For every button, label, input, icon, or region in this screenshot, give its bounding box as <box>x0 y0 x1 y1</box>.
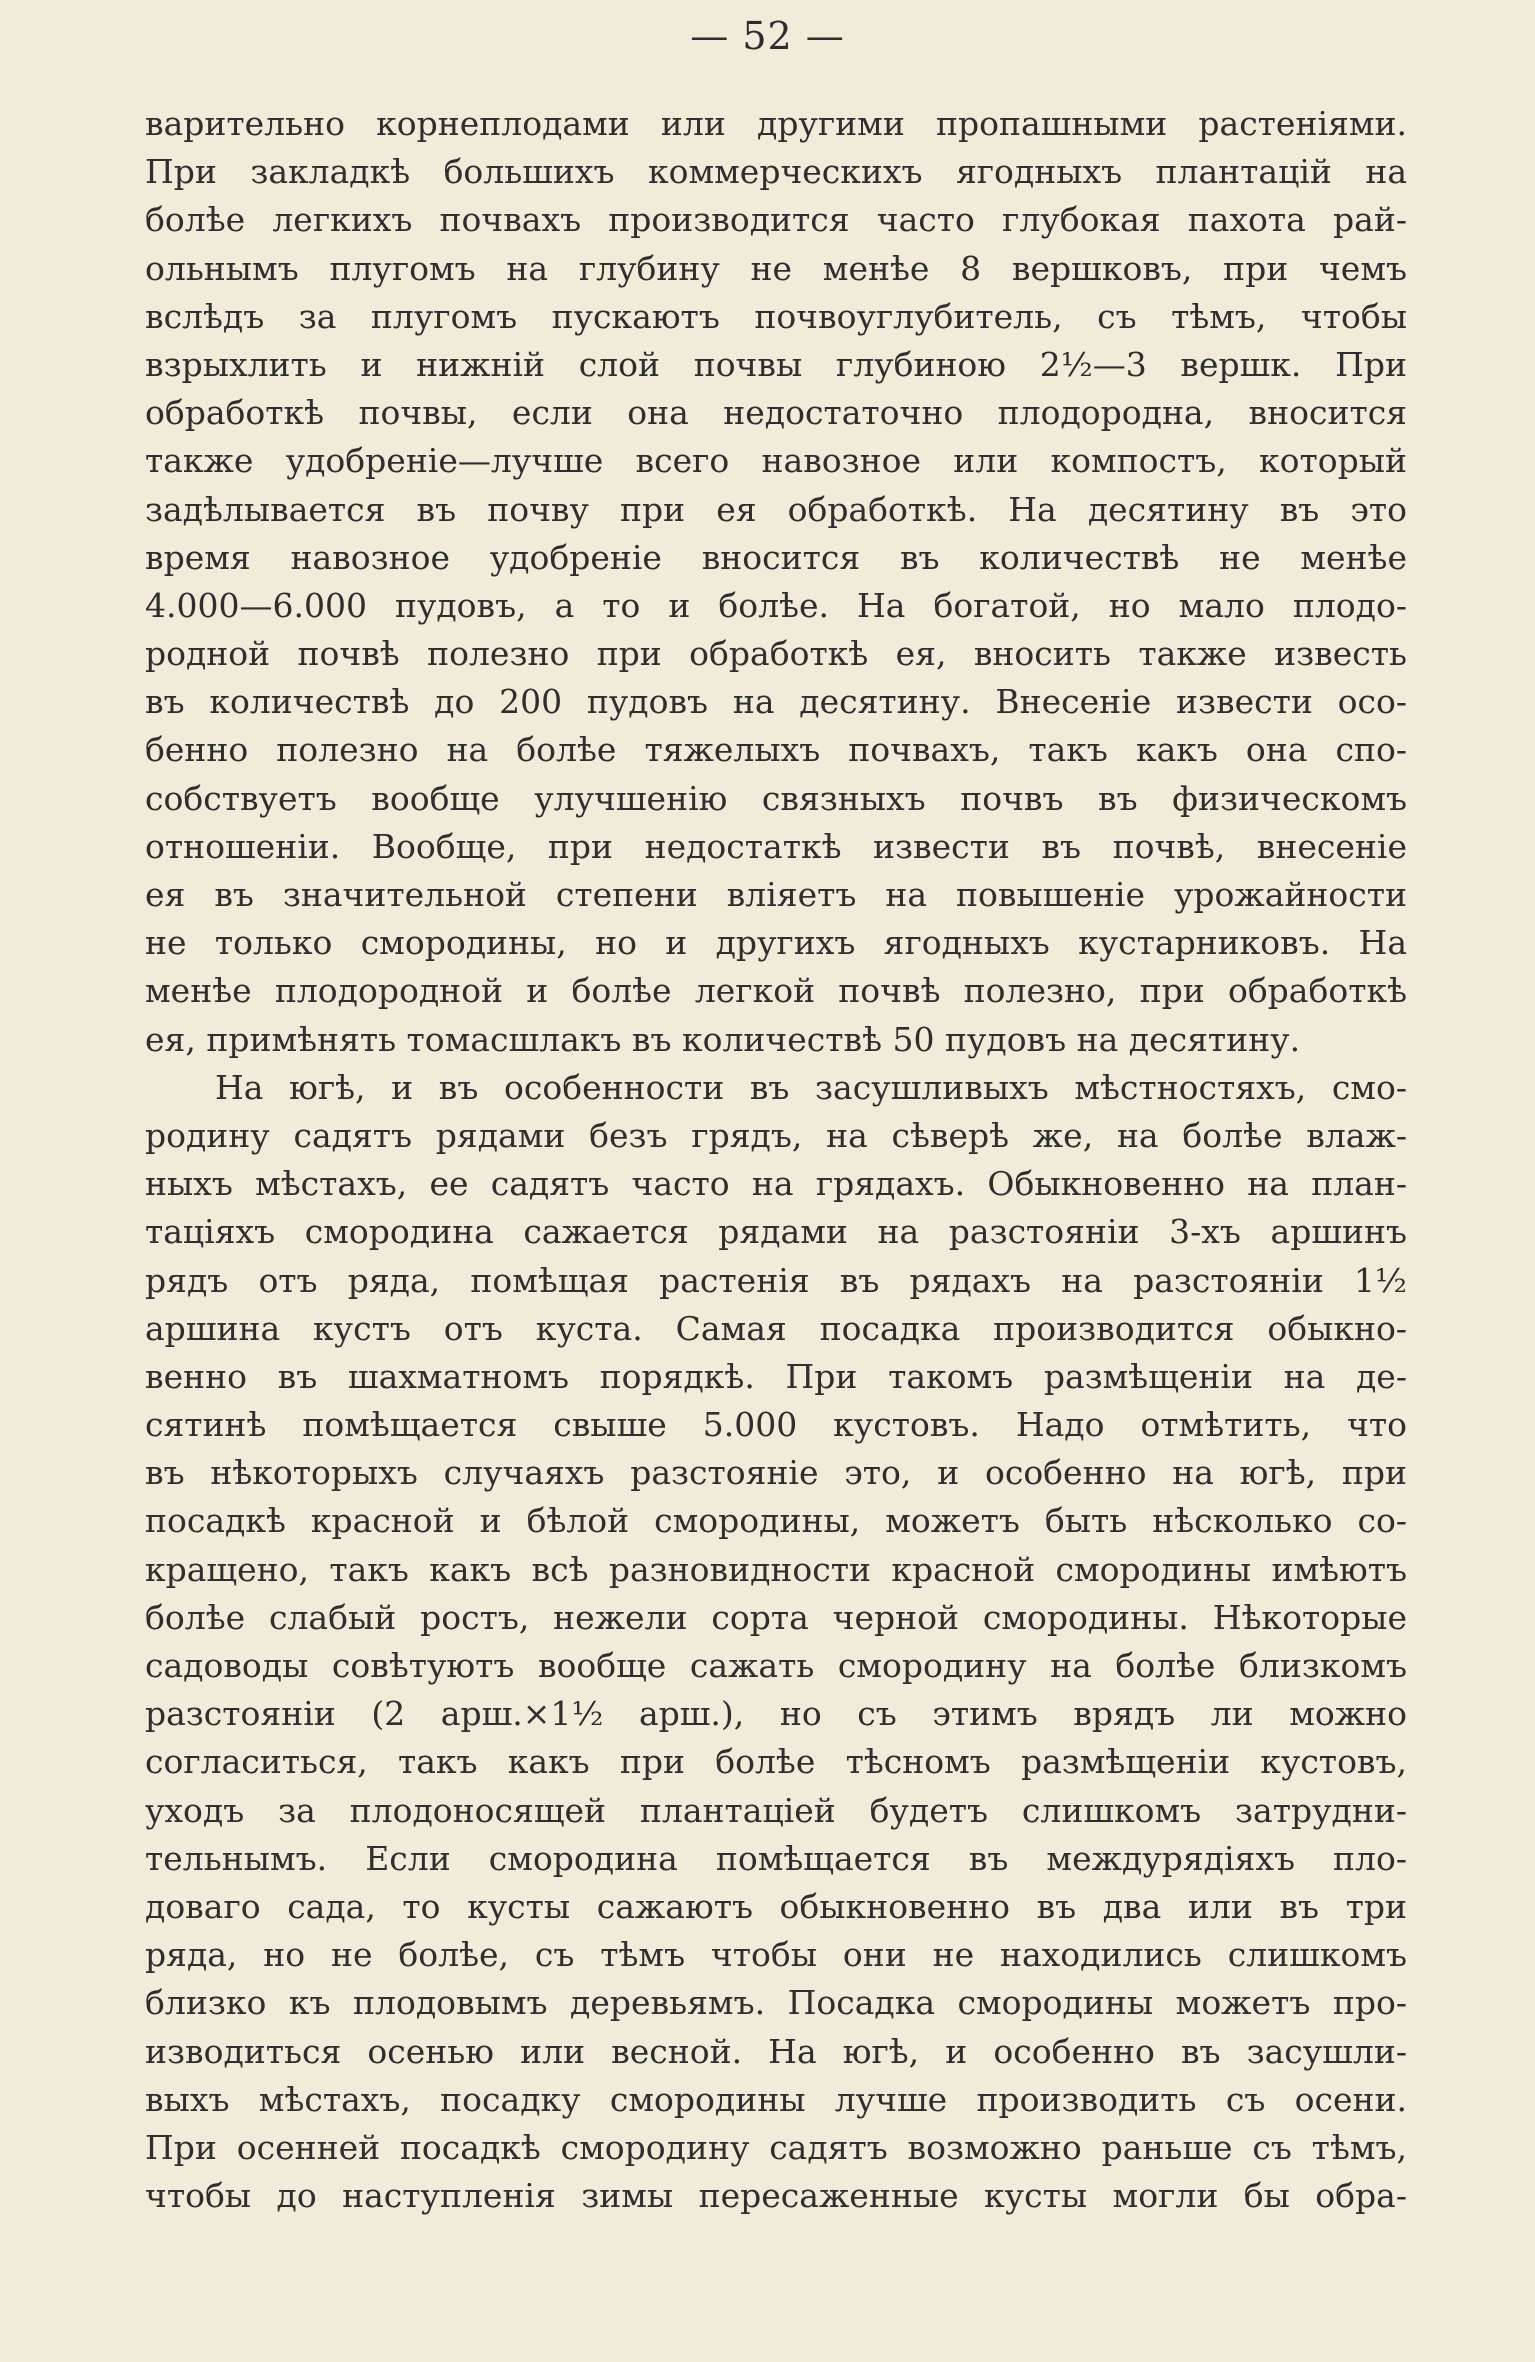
text-line: ныхъ мѣстахъ, ее садятъ часто на грядахъ. Обыкновенно на план- <box>145 1164 1407 1204</box>
text-line: ольнымъ плугомъ на глубину не менѣе 8 вершковъ, при чемъ <box>145 248 1407 288</box>
text-line: разстояніи (2 арш.×1½ арш.), но съ этимъ врядъ ли можно <box>145 1694 1407 1734</box>
text-line: обработкѣ почвы, если она недостаточно плодородна, вносится <box>145 393 1407 433</box>
text-line: аршина кустъ отъ куста. Самая посадка производится обыкно- <box>145 1308 1407 1348</box>
text-line: согласиться, такъ какъ при болѣе тѣсномъ размѣщеніи кустовъ, <box>145 1742 1407 1782</box>
text-line: близко къ плодовымъ деревьямъ. Посадка смородины можетъ про- <box>145 1983 1407 2023</box>
text-line: болѣе легкихъ почвахъ производится часто глубокая пахота рай- <box>145 200 1407 240</box>
text-line: собствуетъ вообще улучшенію связныхъ почвъ въ физическомъ <box>145 778 1407 818</box>
body-text <box>145 100 1407 2220</box>
text-line: бенно полезно на болѣе тяжелыхъ почвахъ, такъ какъ она спо- <box>145 730 1407 770</box>
text-line: кращено, такъ какъ всѣ разновидности красной смородины имѣютъ <box>145 1549 1407 1589</box>
text-line: таціяхъ смородина сажается рядами на разстояніи 3-хъ аршинъ <box>145 1212 1407 1252</box>
page-number: — 52 — <box>690 14 845 58</box>
text-line: вслѣдъ за плугомъ пускаютъ почвоуглубитель, съ тѣмъ, чтобы <box>145 296 1407 336</box>
text-line: изводиться осенью или весной. На югѣ, и особенно въ засушли- <box>145 2031 1407 2071</box>
text-line: не только смородины, но и другихъ ягодныхъ кустарниковъ. На <box>145 923 1407 963</box>
text-line: уходъ за плодоносящей плантаціей будетъ слишкомъ затрудни- <box>145 1790 1407 1830</box>
text-line: родной почвѣ полезно при обработкѣ ея, вносить также известь <box>145 634 1407 674</box>
text-line: сятинѣ помѣщается свыше 5.000 кустовъ. Надо отмѣтить, что <box>145 1405 1407 1445</box>
text-line: время навозное удобреніе вносится въ количествѣ не менѣе <box>145 537 1407 577</box>
text-line: ея, примѣнять томасшлакъ въ количествѣ 50 пудовъ на десятину. <box>145 1019 1301 1059</box>
text-line: венно въ шахматномъ порядкѣ. При такомъ размѣщеніи на де- <box>145 1356 1407 1396</box>
text-line: ряда, но не болѣе, съ тѣмъ чтобы они не находились слишкомъ <box>145 1935 1407 1975</box>
text-line: посадкѣ красной и бѣлой смородины, можетъ быть нѣсколько со- <box>145 1501 1407 1541</box>
text-line: При осенней посадкѣ смородину садятъ возможно раньше съ тѣмъ, <box>145 2127 1407 2167</box>
text-line: въ нѣкоторыхъ случаяхъ разстояніе это, и особенно на югѣ, при <box>145 1453 1407 1493</box>
text-line: тельнымъ. Если смородина помѣщается въ междурядіяхъ пло- <box>145 1838 1407 1878</box>
text-line: болѣе слабый ростъ, нежели сорта черной смородины. Нѣкоторые <box>145 1597 1407 1637</box>
text-line: ея въ значительной степени вліяетъ на повышеніе урожайности <box>145 875 1407 914</box>
text-line: При закладкѣ большихъ коммерческихъ ягодныхъ плантацій на <box>145 152 1407 192</box>
text-line: въ количествѣ до 200 пудовъ на десятину. Внесеніе извести осо- <box>145 682 1407 722</box>
text-line: 4.000—6.000 пудовъ, а то и болѣе. На богатой, но мало плодо- <box>145 585 1407 625</box>
text-line: рядъ отъ ряда, помѣщая растенія въ рядахъ на разстояніи 1½ <box>145 1260 1407 1300</box>
text-line: садоводы совѣтуютъ вообще сажать смородину на болѣе близкомъ <box>145 1646 1407 1685</box>
text-line: доваго сада, то кусты сажаютъ обыкновенно въ два или въ три <box>145 1886 1407 1926</box>
text-line: На югѣ, и въ особенности въ засушливыхъ мѣстностяхъ, смо- <box>215 1067 1407 1107</box>
text-line: также удобреніе—лучше всего навозное или компостъ, который <box>145 441 1407 481</box>
text-line: родину садятъ рядами безъ грядъ, на сѣверѣ же, на болѣе влаж- <box>145 1115 1407 1155</box>
text-line: взрыхлить и нижній слой почвы глубиною 2½—3 вершк. При <box>145 344 1407 384</box>
text-line: выхъ мѣстахъ, посадку смородины лучше производить съ осени. <box>145 2079 1407 2119</box>
text-line: чтобы до наступленія зимы пересаженные кусты могли бы обра- <box>145 2176 1407 2216</box>
text-line: отношеніи. Вообще, при недостаткѣ извести въ почвѣ, внесеніе <box>145 826 1407 866</box>
text-line: задѣлывается въ почву при ея обработкѣ. На десятину въ это <box>145 489 1407 529</box>
text-line: варительно корнеплодами или другими пропашными растеніями. <box>145 104 1407 143</box>
text-line: менѣе плодородной и болѣе легкой почвѣ полезно, при обработкѣ <box>145 971 1407 1011</box>
